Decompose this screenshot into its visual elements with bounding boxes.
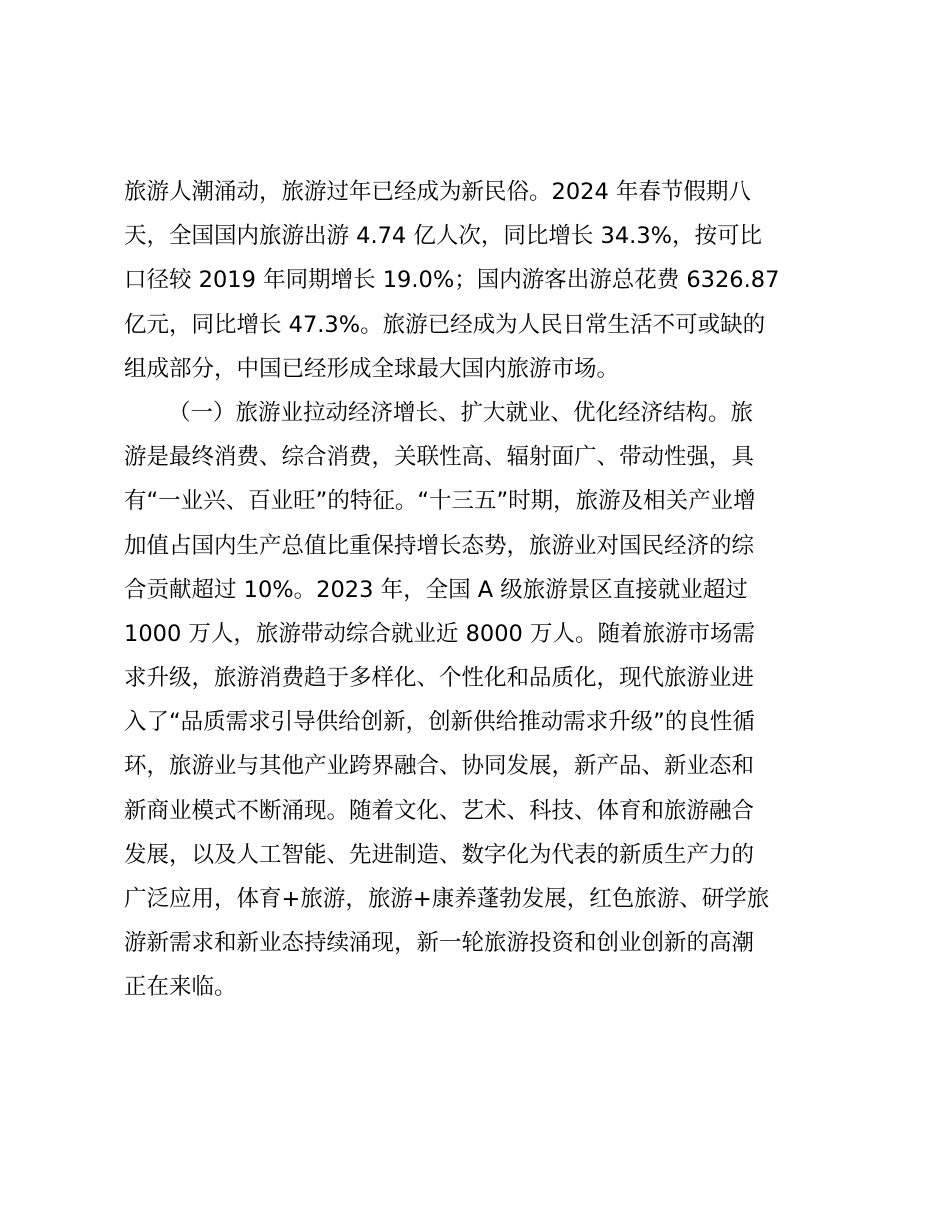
text-line: 组成部分，中国已经形成全球最大国内旅游市场。 — [124, 355, 620, 382]
text-line: 合贡献超过 10%。2023 年，全国 A 级旅游景区直接就业超过 — [124, 576, 748, 603]
text-line: 游新需求和新业态持续涌现，新一轮旅游投资和创业创新的高潮 — [124, 930, 755, 957]
text-line: 旅游人潮涌动，旅游过年已经成为新民俗。2024 年春节假期八 — [124, 179, 751, 205]
text-line: 广泛应用，体育+旅游，旅游+康养蓬勃发展，红色旅游、研学旅 — [124, 886, 770, 912]
text-line: 口径较 2019 年同期增长 19.0%；国内游客出游总花费 6326.87 — [124, 267, 780, 294]
text-line: 正在来临。 — [124, 974, 237, 1001]
text-line: 加值占国内生产总值比重保持增长态势，旅游业对国民经济的综 — [124, 532, 755, 559]
text-line: 环，旅游业与其他产业跨界融合、协同发展，新产品、新业态和 — [124, 753, 755, 780]
paragraph-1 — [124, 170, 844, 391]
text-line: 求升级，旅游消费趋于多样化、个性化和品质化，现代旅游业进 — [124, 665, 755, 692]
text-line: 入了“品质需求引导供给创新，创新供给推动需求升级”的良性循 — [124, 709, 755, 736]
text-line: 1000 万人，旅游带动综合就业近 8000 万人。随着旅游市场需 — [124, 620, 755, 647]
text-line: 亿元，同比增长 47.3%。旅游已经成为人民日常生活不可或缺的 — [124, 311, 766, 338]
text-line: 发展，以及人工智能、先进制造、数字化为代表的新质生产力的 — [124, 841, 755, 868]
text-line: 有“一业兴、百业旺”的特征。“十三五”时期，旅游及相关产业增 — [124, 488, 756, 515]
text-line: 游是最终消费、综合消费，关联性高、辐射面广、带动性强，具 — [124, 444, 755, 471]
text-line: 天，全国国内旅游出游 4.74 亿人次，同比增长 34.3%，按可比 — [124, 223, 763, 250]
text-line: （一）旅游业拉动经济增长、扩大就业、优化经济结构。旅 — [168, 399, 754, 426]
body-text — [124, 170, 844, 1010]
text-line: 新商业模式不断涌现。随着文化、艺术、科技、体育和旅游融合 — [124, 797, 755, 824]
paragraph-2 — [124, 391, 844, 1010]
